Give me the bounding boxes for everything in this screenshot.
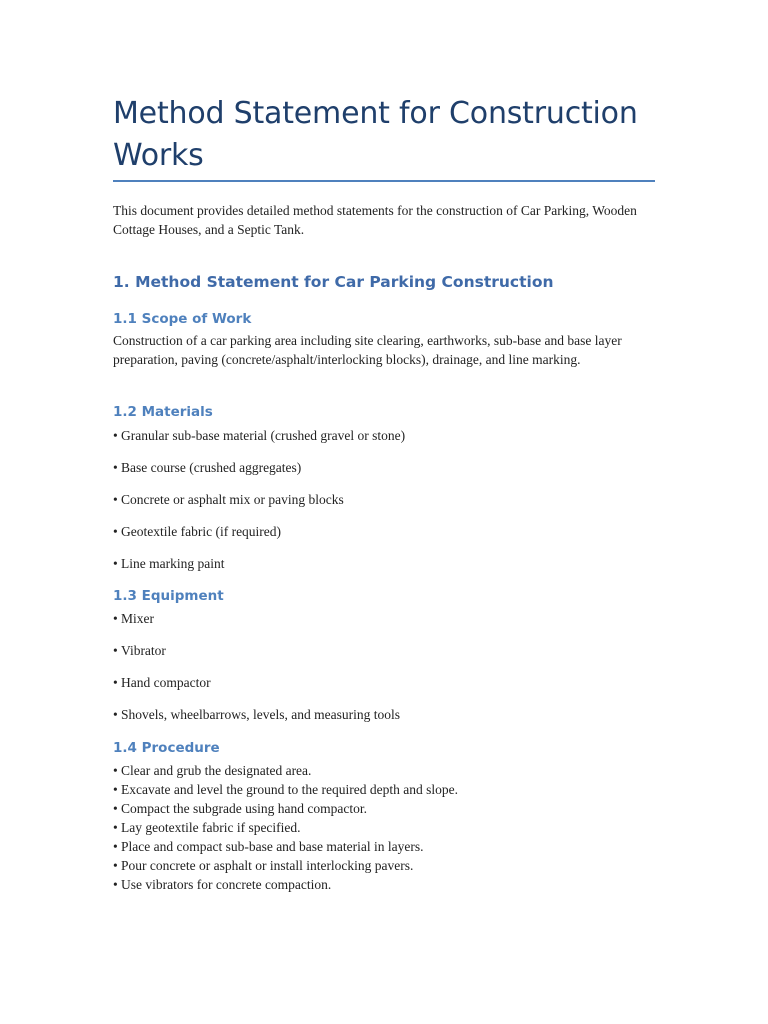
title-divider [113,180,655,182]
equipment-item: • Hand compactor [113,675,211,690]
procedure-item: • Use vibrators for concrete compaction. [113,877,332,892]
bullet-icon: • [113,492,118,507]
subheading-materials: 1.2 Materials [113,404,213,420]
subheading-procedure: 1.4 Procedure [113,740,220,756]
procedure-item: • Pour concrete or asphalt or install interlocking pavers. [113,858,414,873]
equipment-item: • Vibrator [113,643,166,658]
bullet-icon: • [113,801,118,816]
procedure-item: • Lay geotextile fabric if specified. [113,820,301,835]
bullet-icon: • [113,820,118,835]
materials-item: • Line marking paint [113,556,225,571]
bullet-icon: • [113,877,118,892]
subheading-equipment: 1.3 Equipment [113,588,224,604]
bullet-icon: • [113,524,118,539]
equipment-item: • Shovels, wheelbarrows, levels, and measuring tools [113,707,400,722]
bullet-icon: • [113,782,118,797]
procedure-item: • Compact the subgrade using hand compactor. [113,801,367,816]
bullet-icon: • [113,675,118,690]
subheading-scope-of-work: 1.1 Scope of Work [113,311,252,327]
procedure-item: • Excavate and level the ground to the required depth and slope. [113,782,459,797]
section-heading-car-parking: 1. Method Statement for Car Parking Construction [113,273,554,291]
document-title: Method Statement for Construction Works [113,96,638,173]
bullet-icon: • [113,707,118,722]
bullet-icon: • [113,611,118,626]
materials-item: • Granular sub-base material (crushed gravel or stone) [113,428,406,443]
procedure-item: • Place and compact sub-base and base material in layers. [113,839,424,854]
bullet-icon: • [113,839,118,854]
bullet-icon: • [113,556,118,571]
scope-paragraph: Construction of a car parking area including site clearing, earthworks, sub-base and base layer preparation, paving (concrete/asphalt/interlocking blocks), drainage, and line marking. [113,333,622,367]
bullet-icon: • [113,460,118,475]
bullet-icon: • [113,763,118,778]
materials-item: • Geotextile fabric (if required) [113,524,282,539]
materials-item: • Base course (crushed aggregates) [113,460,302,475]
materials-item: • Concrete or asphalt mix or paving blocks [113,492,344,507]
procedure-list [113,761,653,894]
bullet-icon: • [113,643,118,658]
bullet-icon: • [113,428,118,443]
equipment-item: • Mixer [113,611,154,626]
intro-paragraph: This document provides detailed method statements for the construction of Car Parking, Wooden Cottage Houses, and a Septic Tank. [113,203,637,237]
bullet-icon: • [113,858,118,873]
procedure-item: • Clear and grub the designated area. [113,763,312,778]
